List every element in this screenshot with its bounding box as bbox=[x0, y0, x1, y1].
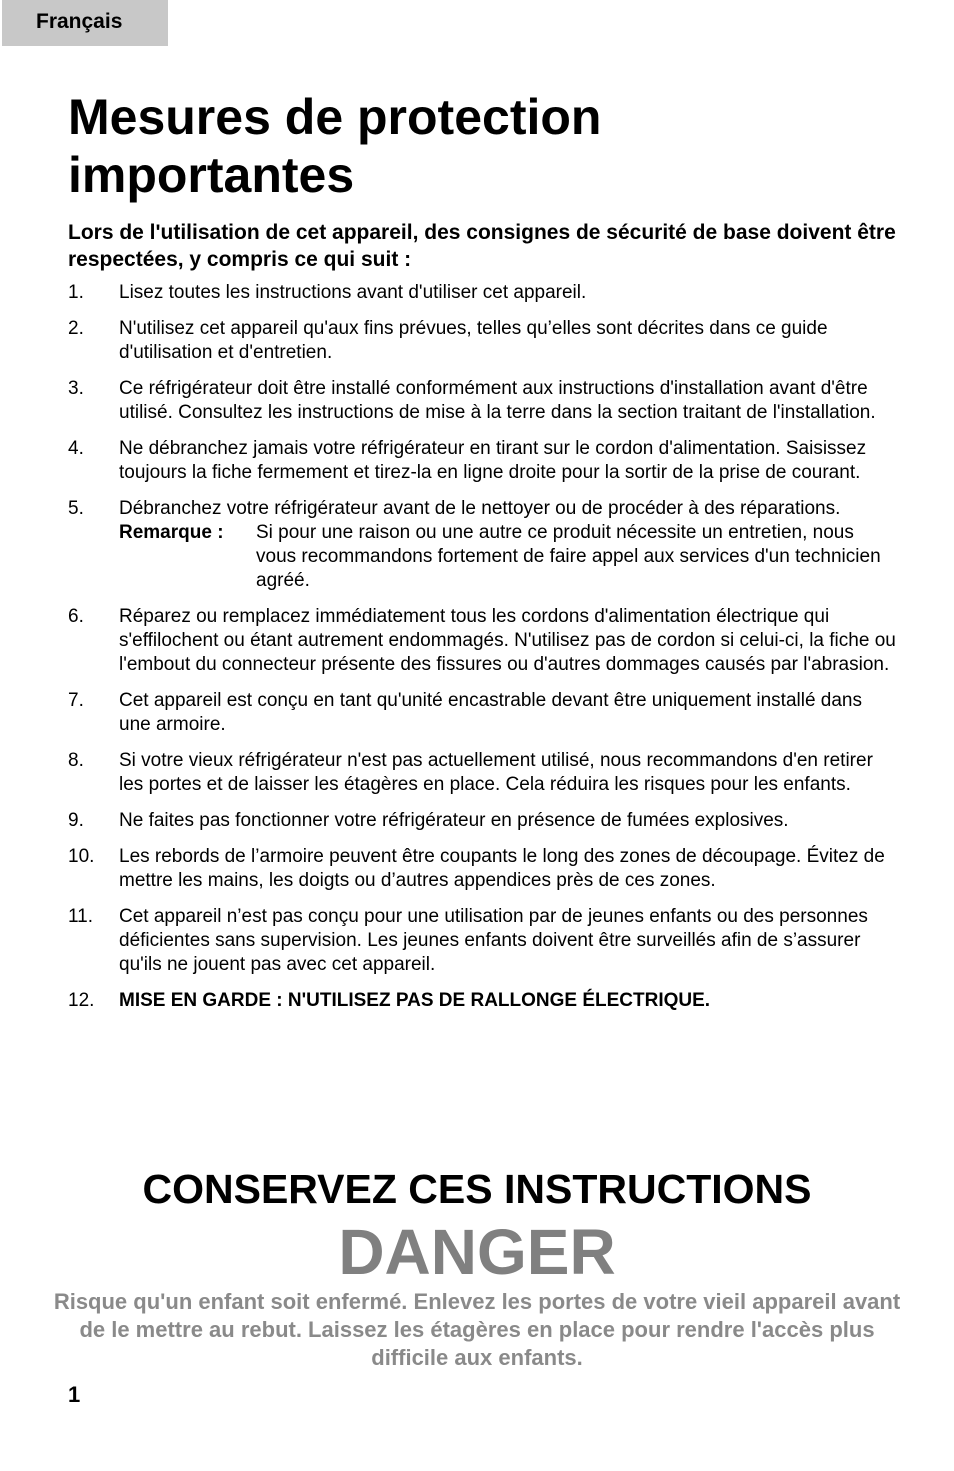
item-number: 2. bbox=[68, 318, 84, 339]
item-number: 8. bbox=[68, 750, 84, 771]
list-item bbox=[68, 845, 898, 893]
item-body bbox=[119, 497, 898, 593]
item-text: Réparez ou remplacez immédiatement tous les cordons d'alimentation électrique qui s'effilochent ou étant autrement endommagés. N'utilisez pas de cordon si celui-ci, la fiche ou l'embout du connecteur présente des fissures ou d'autres dommages causés par l'abrasion. bbox=[119, 606, 896, 675]
item-number: 6. bbox=[68, 606, 84, 627]
item-number: 10. bbox=[68, 846, 95, 867]
item-text: Ne faites pas fonctionner votre réfrigérateur en présence de fumées explosives. bbox=[119, 810, 789, 831]
item-text: N'utilisez cet appareil qu'aux fins prévues, telles qu’elles sont décrites dans ce guide d'utilisation et d'entretien. bbox=[119, 318, 828, 363]
item-text: MISE EN GARDE : N'UTILISEZ PAS DE RALLONGE ÉLECTRIQUE. bbox=[119, 990, 711, 1011]
item-text: Ne débranchez jamais votre réfrigérateur en tirant sur le cordon d'alimentation. Saisissez toujours la fiche fermement et tirez-la en ligne droite pour la sortir de la prise de courant. bbox=[119, 438, 867, 483]
language-tab: Français bbox=[2, 0, 168, 46]
remark-note bbox=[119, 521, 898, 593]
safety-list bbox=[68, 281, 898, 1025]
item-text: Lisez toutes les instructions avant d'utiliser cet appareil. bbox=[119, 282, 587, 303]
list-item bbox=[68, 989, 898, 1013]
list-item bbox=[68, 809, 898, 833]
list-item bbox=[68, 689, 898, 737]
item-text: Si votre vieux réfrigérateur n'est pas actuellement utilisé, nous recommandons d'en retirer les portes et de laisser les étagères en place. Cela réduira les risques pour les enfants. bbox=[119, 750, 873, 795]
item-text: Cet appareil n’est pas conçu pour une utilisation par de jeunes enfants ou des personnes déficientes sans supervision. Les jeunes enfants doivent être surveillés afin de s’assurer qu'ils ne jouent pas avec cet appareil. bbox=[119, 906, 868, 975]
list-item bbox=[68, 749, 898, 797]
list-item bbox=[68, 317, 898, 365]
item-number: 4. bbox=[68, 438, 84, 459]
item-number: 3. bbox=[68, 378, 84, 399]
danger-warning-text: Risque qu'un enfant soit enfermé. Enlevez les portes de votre vieil appareil avant de le mettre au rebut. Laissez les étagères en place pour rendre l'accès plus difficile aux enfants. bbox=[53, 1289, 901, 1370]
list-item bbox=[68, 905, 898, 977]
item-number: 11. bbox=[68, 906, 94, 927]
item-number: 12. bbox=[68, 990, 95, 1011]
list-item bbox=[68, 497, 898, 593]
intro-text: Lors de l'utilisation de cet appareil, des consignes de sécurité de base doivent être respectées, y compris ce qui suit : bbox=[68, 221, 896, 271]
remark-label: Remarque : bbox=[119, 522, 224, 543]
item-text: Les rebords de l’armoire peuvent être coupants le long des zones de découpage. Évitez de mettre les mains, les doigts ou d’autres appendices près de ces zones. bbox=[119, 846, 885, 891]
item-number: 7. bbox=[68, 690, 84, 711]
item-text: Cet appareil est conçu en tant qu'unité encastrable devant être uniquement installé dans une armoire. bbox=[119, 690, 863, 735]
danger-heading: DANGER bbox=[338, 1216, 616, 1288]
list-item bbox=[68, 377, 898, 425]
list-item bbox=[68, 437, 898, 485]
item-text: Ce réfrigérateur doit être installé conformément aux instructions d'installation avant d'être utilisé. Consultez les instructions de mise à la terre dans la section traitant de l'installation. bbox=[119, 378, 876, 423]
keep-instructions-heading: CONSERVEZ CES INSTRUCTIONS bbox=[142, 1166, 812, 1212]
item-number: 1. bbox=[68, 282, 84, 303]
list-item bbox=[68, 281, 898, 305]
page-number: 1 bbox=[68, 1382, 81, 1407]
list-item bbox=[68, 605, 898, 677]
remark-text: Si pour une raison ou une autre ce produit nécessite un entretien, nous vous recommandons fortement de faire appel aux services d'un technicien agréé. bbox=[256, 522, 881, 591]
item-number: 9. bbox=[68, 810, 84, 831]
item-text: Débranchez votre réfrigérateur avant de le nettoyer ou de procéder à des réparations. bbox=[119, 498, 841, 519]
item-number: 5. bbox=[68, 498, 84, 519]
page-title: Mesures de protection importantes bbox=[68, 89, 602, 203]
